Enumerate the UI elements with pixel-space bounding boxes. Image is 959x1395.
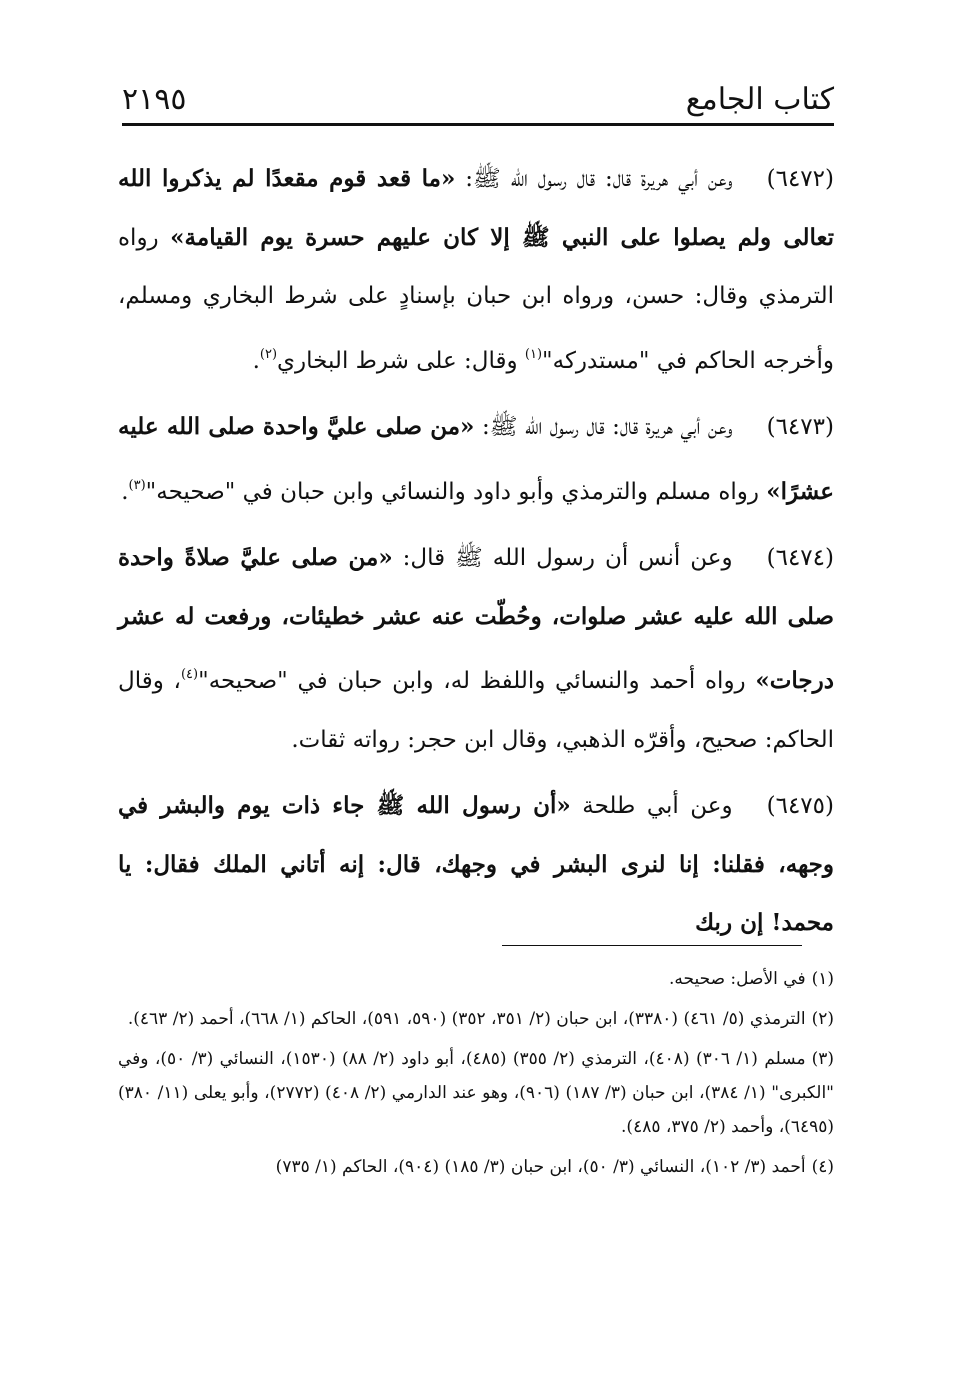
hadith-6474 — [118, 529, 834, 769]
footnote-number: (١) — [811, 969, 834, 989]
hadith-matn: «أن رسول الله ﷺ جاء ذات يوم والبشر في وجهه، فقلنا: إنا لنرى البشر في وجهك، قال: إنه أتاني الملك فقال: يا محمد! إن ربك — [118, 792, 834, 936]
footnote-separator — [502, 945, 802, 946]
footnote-ref[interactable]: (٣) — [128, 477, 146, 493]
hadith-matn: «ما قعد قوم مقعدًا لم يذكروا الله تعالى ولم يصلوا على النبي ﷺ إلا كان عليهم حسرة يوم القيامة» — [118, 165, 835, 251]
footnote-1 — [118, 962, 834, 996]
footnote-2 — [118, 1002, 834, 1036]
footnote-ref[interactable]: (١) — [524, 346, 543, 362]
running-header — [122, 78, 834, 120]
main-text — [118, 150, 834, 961]
hadith-takhrij: رواه الترمذي وقال: حسن، ورواه ابن حبان بإسنادٍ على شرط البخاري ومسلم، وأخرجه الحاكم في "مستدركه" — [118, 224, 834, 374]
hadith-matn: «من صلى عليَّ واحدة صلى الله عليه عشرًا» — [118, 413, 834, 505]
hadith-number: (٦٤٧٣) — [766, 414, 834, 440]
footnote-3 — [118, 1042, 834, 1144]
hadith-end: . — [252, 347, 260, 374]
footnote-number: (٣) — [811, 1049, 834, 1069]
hadith-6472 — [118, 150, 834, 390]
book-title: كتاب الجامع — [685, 82, 834, 117]
footnote-ref[interactable]: (٤) — [180, 667, 199, 682]
hadith-takhrij: رواه مسلم والترمذي وأبو داود والنسائي وابن حبان في "صحيحه" — [145, 478, 767, 505]
hadith-matn: «من صلى عليَّ صلاةً واحدة صلى الله عليه عشر صلوات، وحُطّت عنه عشر خطيئات، ورفعت له عشر درجات» — [118, 544, 834, 694]
hadith-intro: وعن أبي هريرة قال: قال رسول الله ﷺ: — [455, 166, 733, 192]
hadith-6475 — [118, 777, 834, 953]
hadith-intro: وعن أبي هريرة قال: قال رسول الله ﷺ: — [474, 414, 733, 440]
header-rule — [122, 123, 834, 126]
footnotes — [118, 962, 834, 1190]
footnote-ref[interactable]: (٢) — [259, 346, 278, 362]
hadith-number: (٦٤٧٤) — [766, 545, 834, 571]
footnote-number: (٤) — [811, 1157, 834, 1177]
hadith-6473 — [118, 398, 834, 521]
footnote-text: في الأصل: صحيحه. — [668, 969, 806, 989]
footnote-4 — [118, 1150, 834, 1184]
hadith-intro: وعن أبي طلحة — [570, 793, 733, 819]
footnote-text: مسلم (١/ ٣٠٦) (٤٠٨)، الترمذي (٢/ ٣٥٥) (٤٨٥)، أبو داود (٢/ ٨٨) (١٥٣٠)، النسائي (٣/ ٥٠)، وفي "الكبرى" (١/ ٣٨٤)، ابن حبان (٣/ ١٨٧) (٩٠٦)، وهو عند الدارمي (٢/ ٤٠٨) (٢٧٧٢)، وأبو يعلى (١١/ ٣٨٠) (٦٤٩٥)، وأحمد (٢/ ٣٧٥، ٤٨٥). — [118, 1049, 834, 1137]
page-number: ٢١٩٥ — [122, 82, 187, 117]
footnote-text: أحمد (٣/ ١٠٢)، النسائي (٣/ ٥٠)، ابن حبان (٣/ ١٨٥) (٩٠٤)، الحاكم (١/ ٧٣٥) — [275, 1157, 806, 1177]
hadith-intro: وعن أنس أن رسول الله ﷺ قال: — [392, 545, 733, 571]
footnote-text: الترمذي (٥/ ٤٦١) (٣٣٨٠)، ابن حبان (٢/ ٣٥١، ٣٥٢) (٥٩٠، ٥٩١)، الحاكم (١/ ٦٦٨)، أحمد (٢/ ٤٦٣). — [127, 1009, 806, 1029]
hadith-takhrij-cont: وقال: على شرط البخاري — [277, 347, 525, 374]
hadith-takhrij: رواه أحمد والنسائي واللفظ له، وابن حبان في "صحيحه" — [198, 668, 756, 694]
hadith-number: (٦٤٧٢) — [766, 166, 834, 192]
hadith-number: (٦٤٧٥) — [766, 793, 834, 819]
hadith-end: . — [121, 478, 129, 505]
footnote-number: (٢) — [811, 1009, 834, 1029]
hadith-takhrij-cont: ، وقال الحاكم: صحيح، وأقرّه الذهبي، وقال ابن حجر: رواته ثقات. — [118, 668, 834, 753]
